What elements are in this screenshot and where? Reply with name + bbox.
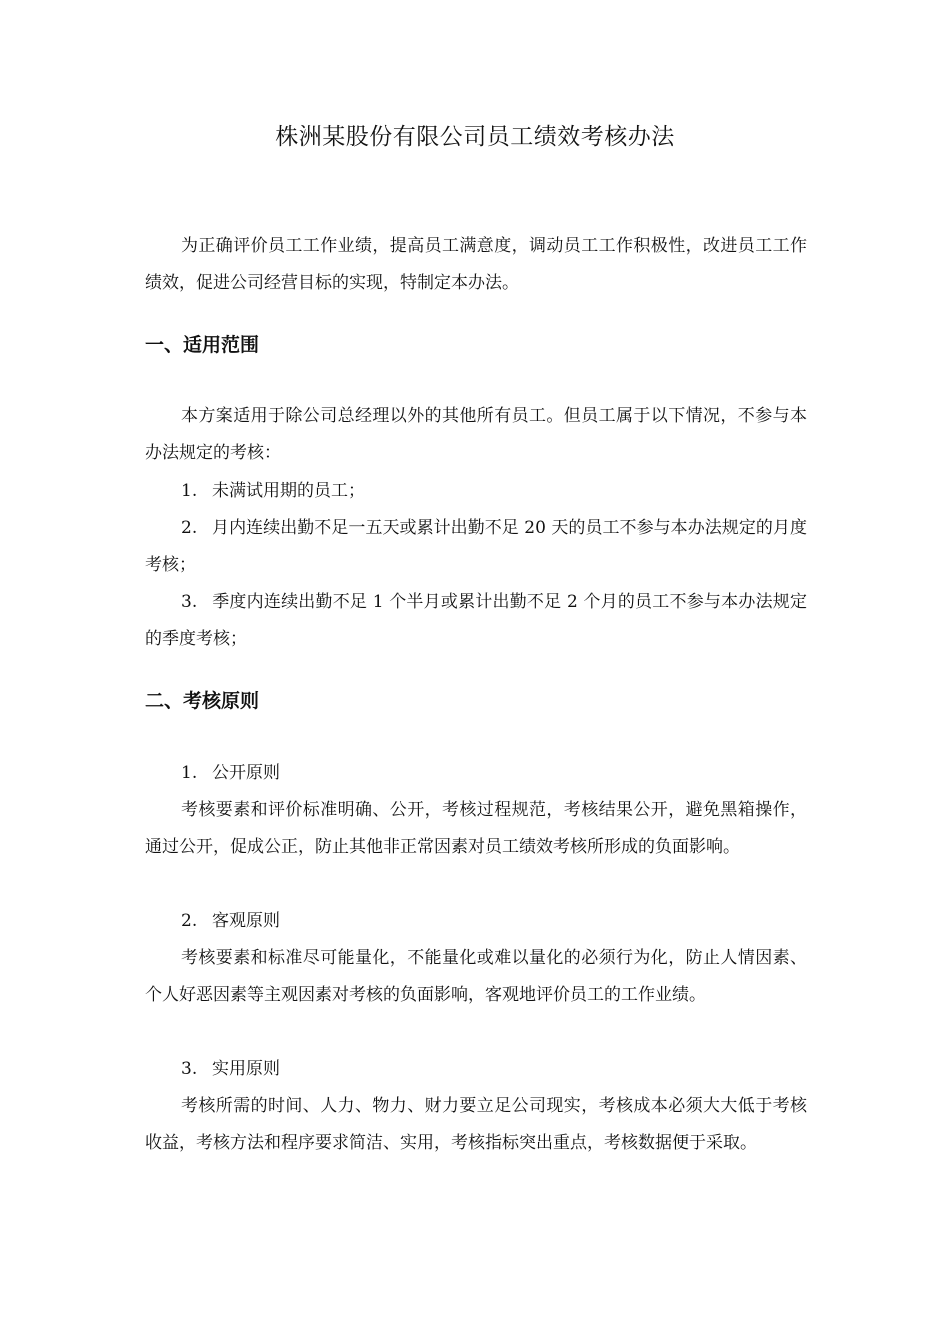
- section-heading-scope: 一、适用范围: [145, 334, 260, 356]
- item-text: 月内连续出勤不足一五天或累计出勤不足 20 天的员工不参与本办法规定的月度考核；: [145, 518, 807, 575]
- principle-text: 考核要素和评价标准明确、公开，考核过程规范，考核结果公开，避免黑箱操作，通过公开，促成公正，防止其他非正常因素对员工绩效考核所形成的负面影响。: [145, 800, 807, 857]
- principle-title: [145, 903, 807, 940]
- principle-number: 1.: [181, 763, 198, 783]
- principle-title: [145, 755, 807, 792]
- principle-text: 考核所需的时间、人力、物力、财力要立足公司现实，考核成本必须大大低于考核收益，考核方法和程序要求简洁、实用，考核指标突出重点，考核数据便于采取。: [145, 1096, 807, 1153]
- principle-title: [145, 1051, 807, 1088]
- scope-item: [145, 473, 807, 510]
- item-number: 1.: [181, 481, 198, 501]
- principle-name: 客观原则: [212, 911, 280, 931]
- intro-paragraph: 为正确评价员工工作业绩，提高员工满意度，调动员工工作积极性，改进员工工作绩效，促进公司经营目标的实现，特制定本办法。: [145, 236, 807, 293]
- section-heading-principles: 二、考核原则: [145, 690, 260, 712]
- principle-name: 公开原则: [212, 763, 280, 783]
- scope-item: [145, 584, 807, 658]
- principle-number: 3.: [181, 1059, 198, 1079]
- item-text: 未满试用期的员工；: [212, 481, 365, 501]
- principle-text: 考核要素和标准尽可能量化，不能量化或难以量化的必须行为化，防止人情因素、个人好恶因素等主观因素对考核的负面影响，客观地评价员工的工作业绩。: [145, 948, 807, 1005]
- item-number: 2.: [181, 518, 198, 538]
- scope-item: [145, 510, 807, 584]
- item-number: 3.: [181, 592, 198, 612]
- item-text: 季度内连续出勤不足 1 个半月或累计出勤不足 2 个月的员工不参与本办法规定的季度考核；: [145, 592, 807, 649]
- principle-name: 实用原则: [212, 1059, 280, 1079]
- scope-paragraph: 本方案适用于除公司总经理以外的其他所有员工。但员工属于以下情况，不参与本办法规定的考核：: [145, 406, 807, 463]
- principle-number: 2.: [181, 911, 198, 931]
- document-title: 株洲某股份有限公司员工绩效考核办法: [275, 124, 675, 150]
